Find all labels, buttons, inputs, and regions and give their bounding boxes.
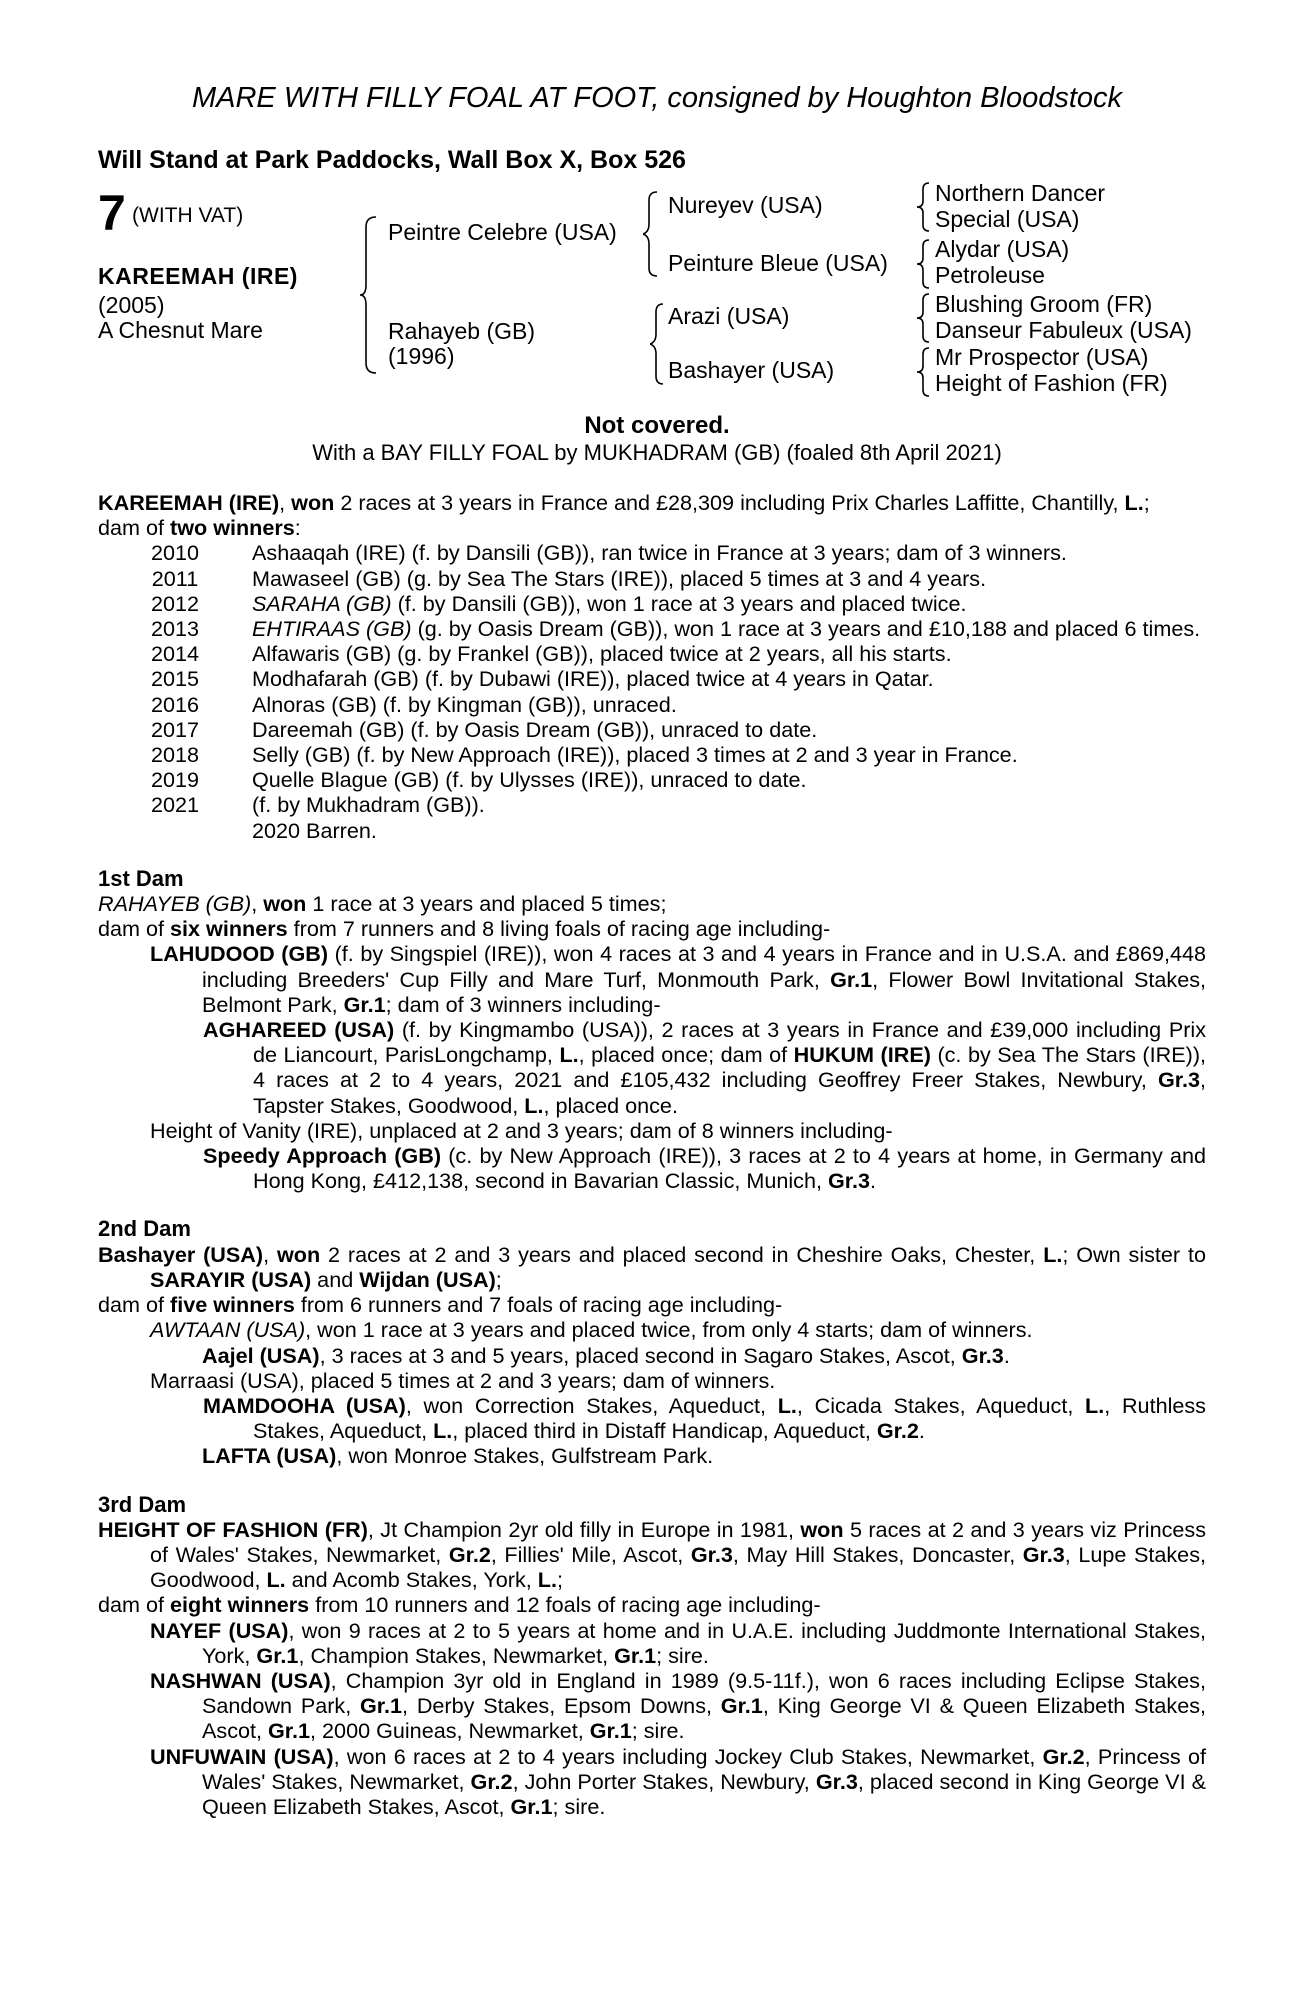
offspring-nashwan: NASHWAN (USA), Champion 3yr old in England in 1989 (9.5-11f.), won 6 races including Eclipse Stakes, Sandown Park, Gr.1, Derby Stakes, Epsom Downs, Gr.1, King George VI & Queen Elizabeth Stakes, Ascot, Gr.1, 2000 Guineas, Newmarket, Gr.1; sire. [150,1667,1206,1744]
horse-description: A Chesnut Mare [98,317,263,343]
offspring-height-of-vanity: Height of Vanity (IRE), unplaced at 2 and 3 years; dam of 8 winners including- [150,1117,893,1143]
first-dam-summary: RAHAYEB (GB), won 1 race at 3 years and placed 5 times; [98,891,667,917]
first-dam-dam-of: dam of six winners from 7 runners and 8 living foals of racing age including- [98,916,831,942]
lot-number: 7 [98,185,126,241]
foal-line: With a BAY FILLY FOAL by MUKHADRAM (GB) (foaled 8th April 2021) [312,440,1002,465]
offspring-aajel: Aajel (USA), 3 races at 3 and 5 years, placed second in Sagaro Stakes, Ascot, Gr.3. [202,1342,1010,1368]
pedigree-brace-main [360,215,380,375]
pedigree-brace-sd [916,238,932,290]
pedigree-dam-dam: Bashayer (USA) [668,357,835,383]
third-dam-dam-of: dam of eight winners from 10 runners and 12 foals of racing age including- [98,1592,821,1618]
horse-year: (2005) [98,292,165,318]
offspring-marraasi: Marraasi (USA), placed 5 times at 2 and 3 years; dam of winners. [150,1367,776,1393]
horse-name: KAREEMAH (IRE) [98,263,298,289]
pedigree-sss: Northern Dancer [935,180,1106,206]
offspring-lafta: LAFTA (USA), won Monroe Stakes, Gulfstream Park. [202,1443,714,1469]
second-dam-dam-of: dam of five winners from 6 runners and 7 foals of racing age including- [98,1292,783,1318]
pedigree-sire: Peintre Celebre (USA) [388,219,617,245]
produce-list [98,540,1206,842]
mare-dam-of: dam of two winners: [98,515,301,541]
offspring-awtaan: AWTAAN (USA), won 1 race at 3 years and placed twice, from only 4 starts; dam of winners. [150,1317,1033,1343]
second-dam-summary: Bashayer (USA), won 2 races at 2 and 3 years and placed second in Cheshire Oaks, Chester, L.; Own sister to SARAYIR (USA) and Wijdan (USA); [98,1241,1206,1292]
offspring-unfuwain: UNFUWAIN (USA), won 6 races at 2 to 4 years including Jockey Club Stakes, Newmarket, Gr.2, Princess of Wales' Stakes, Newmarket, Gr.2, John Porter Stakes, Newbury, Gr.3, placed second in King George VI & Queen Elizabeth Stakes, Ascot, Gr.1; sire. [150,1743,1206,1819]
third-dam-summary: HEIGHT OF FASHION (FR), Jt Champion 2yr old filly in Europe in 1981, won 5 races at 2 and 3 years viz Princess of Wales' Stakes, Newmarket, Gr.2, Fillies' Mile, Ascot, Gr.3, May Hill Stakes, Doncaster, Gr.3, Lupe Stakes, Goodwood, L. and Acomb Stakes, York, L.; [98,1516,1206,1593]
page-header: MARE WITH FILLY FOAL AT FOOT, consigned by Houghton Bloodstock [191,82,1123,114]
catalogue-body [98,490,1206,1819]
covering-status: Not covered. [584,412,730,439]
produce-row: 2021 (f. by Mukhadram (GB)). [150,792,485,818]
produce-row: 2019 Quelle Blague (GB) (f. by Ulysses (IRE)), unraced to date. [150,767,807,793]
pedigree-brace-ds [916,292,932,344]
pedigree-dsd: Danseur Fabuleux (USA) [935,317,1192,343]
produce-row: 2012 SARAHA (GB) (f. by Dansili (GB)), won 1 race at 3 years and placed twice. [150,590,967,616]
offspring-speedy-approach: Speedy Approach (GB) (c. by New Approach (IRE)), 3 races at 2 to 4 years at home, in Germany and Hong Kong, £412,138, second in Bavarian Classic, Munich, Gr.3. [203,1143,1206,1194]
pedigree-sire-dam: Peinture Bleue (USA) [668,250,888,276]
barren-row: 2020 Barren. [252,817,377,843]
vat-note: (WITH VAT) [132,204,244,227]
pedigree-dds: Mr Prospector (USA) [935,344,1149,370]
section-third-dam: 3rd Dam [98,1491,187,1517]
pedigree-brace-dam [650,302,666,386]
pedigree-dss: Blushing Groom (FR) [935,291,1153,317]
pedigree-brace-ss [916,181,932,233]
pedigree-sds: Alydar (USA) [935,236,1070,262]
offspring-nayef: NAYEF (USA), won 9 races at 2 to 5 years at home and in U.A.E. including Juddmonte International Stakes, York, Gr.1, Champion Stakes, Newmarket, Gr.1; sire. [150,1617,1206,1668]
pedigree-dam: Rahayeb (GB) [388,318,536,344]
produce-row: 2013 EHTIRAAS (GB) (g. by Oasis Dream (GB)), won 1 race at 3 years and £10,188 and placed 6 times. [150,616,1201,642]
produce-row: 2014 Alfawaris (GB) (g. by Frankel (GB)), placed twice at 2 years, all his starts. [150,641,952,667]
pedigree-dam-sire: Arazi (USA) [668,303,790,329]
pedigree-brace-sire [643,190,661,278]
section-first-dam: 1st Dam [98,865,184,891]
produce-row: 2015 Modhafarah (GB) (f. by Dubawi (IRE)), placed twice at 4 years in Qatar. [150,666,934,692]
pedigree-sdd: Petroleuse [935,262,1045,288]
offspring-aghareed: AGHAREED (USA) (f. by Kingmambo (USA)), 2 races at 3 years in France and £39,000 including Prix de Liancourt, ParisLongchamp, L., placed once; dam of HUKUM (IRE) (c. by Sea The Stars (IRE)), 4 races at 2 to 4 years, 2021 and £105,432 including Geoffrey Freer Stakes, Newbury, Gr.3, Tapster Stakes, Goodwood, L., placed once. [203,1017,1207,1118]
produce-row: 2011 Mawaseel (GB) (g. by Sea The Stars (IRE)), placed 5 times at 3 and 4 years. [151,565,987,591]
offspring-mamdooha: MAMDOOHA (USA), won Correction Stakes, Aqueduct, L., Cicada Stakes, Aqueduct, L., Ruthless Stakes, Aqueduct, L., placed third in Distaff Handicap, Aqueduct, Gr.2. [203,1392,1206,1444]
pedigree-ddd: Height of Fashion (FR) [935,370,1168,396]
produce-row: 2018 Selly (GB) (f. by New Approach (IRE)), placed 3 times at 2 and 3 year in France. [150,742,1018,768]
produce-row: 2016 Alnoras (GB) (f. by Kingman (GB)), unraced. [150,691,677,717]
pedigree-brace-dd [916,346,932,398]
pedigree-dam-year: (1996) [388,343,455,369]
stand-location: Will Stand at Park Paddocks, Wall Box X, Box 526 [98,146,686,174]
produce-row: 2010 Ashaaqah (IRE) (f. by Dansili (GB)), ran twice in France at 3 years; dam of 3 winners. [150,540,1067,566]
mare-summary: KAREEMAH (IRE), won 2 races at 3 years in France and £28,309 including Prix Charles Laffitte, Chantilly, L.; [98,490,1150,515]
produce-row: 2017 Dareemah (GB) (f. by Oasis Dream (GB)), unraced to date. [150,716,818,742]
offspring-lahudood: LAHUDOOD (GB) (f. by Singspiel (IRE)), won 4 races at 3 and 4 years in France and in U.S.A. and £869,448 including Breeders' Cup Filly and Mare Turf, Monmouth Park, Gr.1, Flower Bowl Invitational Stakes, Belmont Park, Gr.1; dam of 3 winners including- [150,941,1207,1017]
pedigree-ssd: Special (USA) [935,206,1080,232]
pedigree-sire-sire: Nureyev (USA) [668,192,823,218]
section-second-dam: 2nd Dam [98,1216,191,1242]
